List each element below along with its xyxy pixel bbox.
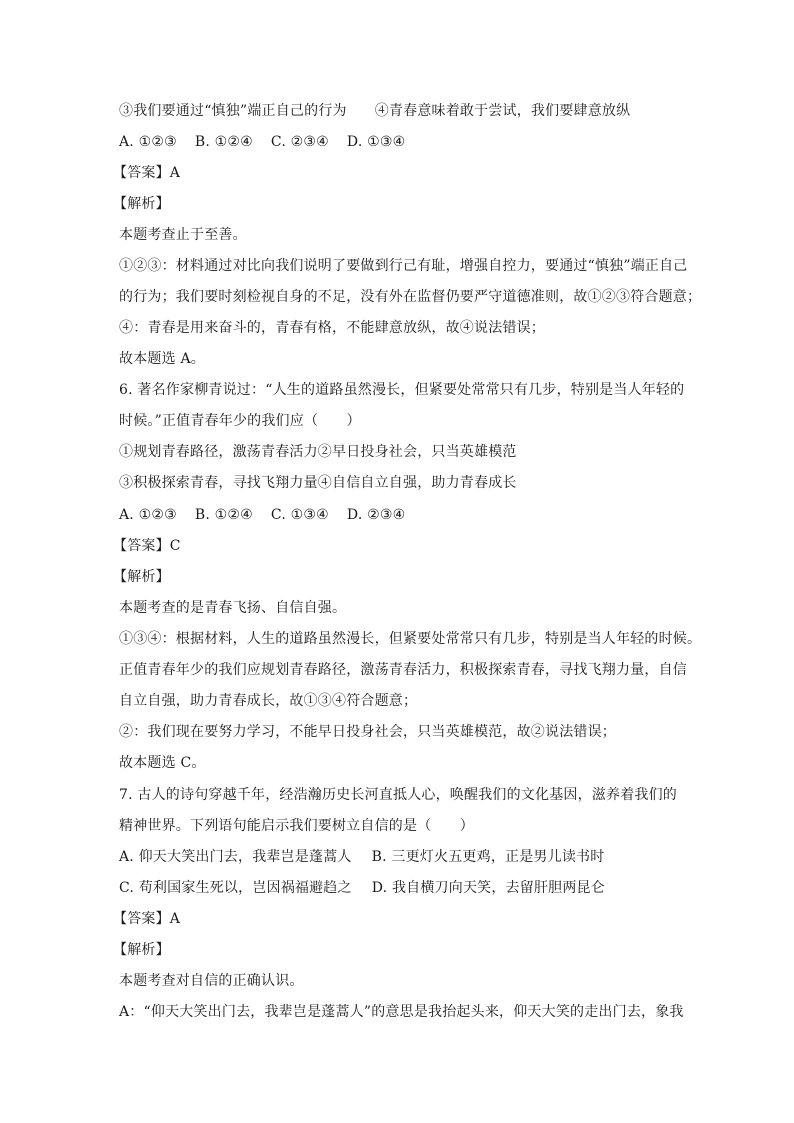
q5-analysis-line: 的行为；我们要时刻检视自身的不足，没有外在监督仍要严守道德准则，故①②③符合题意；	[119, 289, 702, 305]
q7-analysis-label: 【解析】	[113, 942, 170, 958]
q7-choice-a: A. 仰天大笑出门去，我辈岂是蓬蒿人	[119, 849, 352, 865]
q5-analysis-line: ①②③：材料通过对比向我们说明了要做到行己有耻，增强自控力，要通过“慎独”端正自己	[119, 258, 688, 274]
q5-option-4: ④青春意味着敢于尝试，我们要肆意放纵	[374, 103, 631, 119]
q7-stem-line: 精神世界。下列语句能启示我们要树立自信的是（ ）	[119, 818, 474, 834]
q6-analysis-line: ②：我们现在要努力学习，不能早日投身社会，只当英雄模范，故②说法错误；	[119, 724, 616, 740]
q5-choice-b: B. ①②④	[194, 134, 253, 150]
q5-choice-d: D. ①③④	[346, 134, 406, 150]
q6-analysis-line: 自立自强，助力青春成长，故①③④符合题意；	[119, 693, 418, 709]
q6-analysis-line: 正值青春年少的我们应规划青春路径，激荡青春活力，积极探索青春，寻找飞翔力量，自信	[119, 662, 687, 678]
q7-choice-c: C. 苟利国家生死以，岂因祸福避趋之	[119, 880, 352, 896]
q7-choice-d: D. 我自横刀向天笑，去留肝胆两昆仑	[371, 880, 605, 896]
q5-answer: 【答案】A	[113, 165, 181, 181]
q7-choices-row	[119, 878, 679, 898]
q6-choice-b: B. ①②④	[194, 507, 253, 523]
q7-analysis-line: 本题考查对自信的正确认识。	[119, 973, 304, 989]
q6-analysis-label: 【解析】	[113, 569, 170, 585]
q6-analysis-line: ①③④：根据材料，人生的道路虽然漫长，但紧要处常常只有几步，特别是当人年轻的时候。	[119, 631, 702, 647]
q5-choices	[119, 132, 679, 152]
q6-choice-a: A. ①②③	[119, 507, 177, 523]
q7-analysis-line: A：“仰天大笑出门去，我辈岂是蓬蒿人”的意思是我抬起头来，仰天大笑的走出门去，象我	[119, 1004, 684, 1020]
q6-option-line: ③积极探索青春，寻找飞翔力量④自信自立自强，助力青春成长	[119, 475, 517, 491]
q6-choices	[119, 505, 679, 525]
q6-stem-line: 时候。”正值青春年少的我们应（ ）	[119, 413, 361, 429]
q6-analysis-line: 本题考查的是青春飞扬、自信自强。	[119, 600, 347, 616]
q6-stem-line: 6. 著名作家柳青说过：“人生的道路虽然漫长，但紧要处常常只有几步，特别是当人年轻的	[119, 382, 685, 398]
q5-analysis-line: 故本题选 A。	[119, 351, 205, 367]
q5-analysis-line: ④：青春是用来奋斗的，青春有格，不能肆意放纵，故④说法错误；	[119, 320, 545, 336]
q5-choice-c: C. ②③④	[270, 134, 329, 150]
q6-choice-d: D. ②③④	[346, 507, 406, 523]
q6-choice-c: C. ①③④	[270, 507, 329, 523]
q6-answer: 【答案】C	[113, 538, 181, 554]
q7-choice-b: B. 三更灯火五更鸡，正是男儿读书时	[371, 849, 605, 865]
q7-answer: 【答案】A	[113, 911, 181, 927]
q7-choices-row	[119, 847, 679, 867]
q7-stem-line: 7. 古人的诗句穿越千年，经浩瀚历史长河直抵人心，唤醒我们的文化基因，滋养着我们的	[119, 787, 678, 803]
q5-analysis-label: 【解析】	[113, 196, 170, 212]
q5-choice-a: A. ①②③	[119, 134, 177, 150]
q5-options-line	[119, 101, 679, 121]
q5-analysis-line: 本题考查止于至善。	[119, 227, 247, 243]
q6-analysis-line: 故本题选 C。	[119, 755, 206, 771]
q5-option-3: ③我们要通过“慎独”端正自己的行为	[119, 103, 347, 119]
q6-option-line: ①规划青春路径，激荡青春活力②早日投身社会，只当英雄模范	[119, 444, 517, 460]
